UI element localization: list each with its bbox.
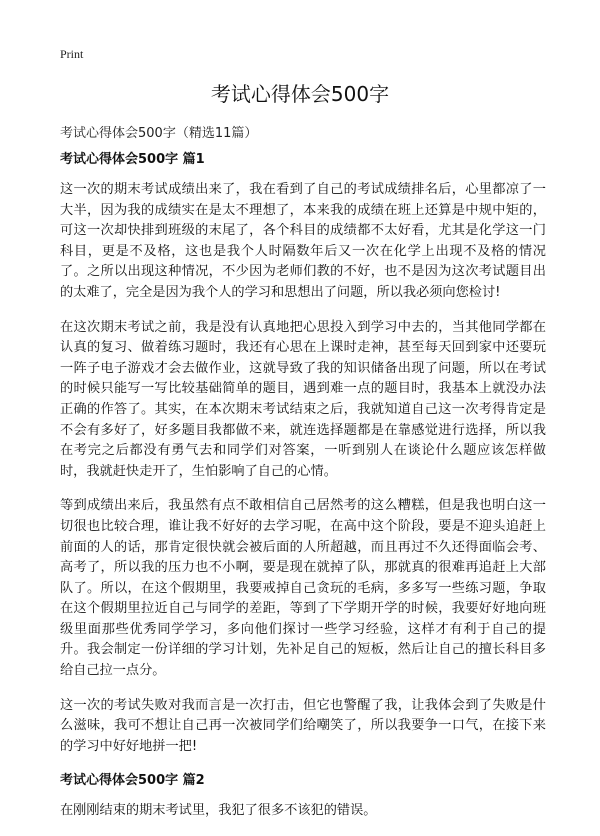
- document-body: [60, 150, 546, 836]
- section-2: [60, 771, 546, 822]
- paragraph: 这一次的期末考试成绩出来了，我在看到了自己的考试成绩排名后，心里都凉了一大半，因为我的成绩实在是太不理想了，本来我的成绩在班上还算是中规中矩的，可这一次却快排到班级的末尾了，各个科目的成绩都不太好看，尤其是化学这一门科目，更是不及格，这也是我个人时隔数年后又一次在化学上出现不及格的情况了。之所以出现这种情况，不少因为老师们教的不好，也不是因为这次考试题目出的太难了，完全是因为我个人的学习和思想出了问题，所以我必须向您检讨!: [60, 182, 546, 300]
- page-title: 考试心得体会500字: [210, 82, 390, 106]
- section-heading: 考试心得体会500字 篇2: [60, 773, 205, 789]
- section-1: [60, 150, 546, 757]
- print-link[interactable]: Print: [60, 47, 84, 61]
- paragraph: 这一次的考试失败对我而言是一次打击，但它也警醒了我，让我体会到了失败是什么滋味，我可不想让自己再一次被同学们给嘲笑了，所以我要争一口气，在接下来的学习中好好地拼一把!: [60, 697, 546, 754]
- paragraph: 等到成绩出来后，我虽然有点不敢相信自己居然考的这么糟糕，但是我也明白这一切很也比较合理，谁让我不好好的去学习呢，在高中这个阶段，要是不迎头追赶上前面的人的话，那肯定很快就会被后面的人所超越，而且再过不久还得面临会考、高考了，所以我的压力也不小啊，要是现在就掉了队，那就真的很难再追赶上大部队了。所以，在这个假期里，我要戒掉自己贪玩的毛病，多多写一些练习题，争取在这个假期里拉近自己与同学的差距，等到了下学期开学的时候，我要好好地向班级里面那些优秀同学学习，多向他们探讨一些学习经验，这样才有利于自己的提升。我会制定一份详细的学习计划，先补足自己的短板，然后让自己的擅长科目多给自己拉一点分。: [60, 498, 546, 679]
- section-heading: 考试心得体会500字 篇1: [60, 152, 205, 167]
- paragraph: 在刚刚结束的期末考试里，我犯了很多不该犯的错误。: [60, 803, 377, 819]
- document-subtitle: 考试心得体会500字（精选11篇）: [60, 126, 258, 141]
- paragraph: 在这次期末考试之前，我是没有认真地把心思投入到学习中去的，当其他同学都在认真的复习、做着练习题时，我还有心思在上课时走神，甚至每天回到家中还要玩一阵子电子游戏才会去做作业，这就导致了我的知识储备出现了问题，所以在考试的时候只能写一写比较基础简单的题目，遇到难一点的题目时，我基本上就没办法正确的作答了。其实，在本次期末考试结束之后，我就知道自己这一次考得肯定是不会有多好了，好多题目我都做不来，就连选择题都是在靠感觉进行选择，所以我在考完之后都没有勇气去和同学们对答案，一听到别人在谈论什么题应该怎样做时，我就赶快走开了，生怕影响了自己的心情。: [60, 319, 546, 479]
